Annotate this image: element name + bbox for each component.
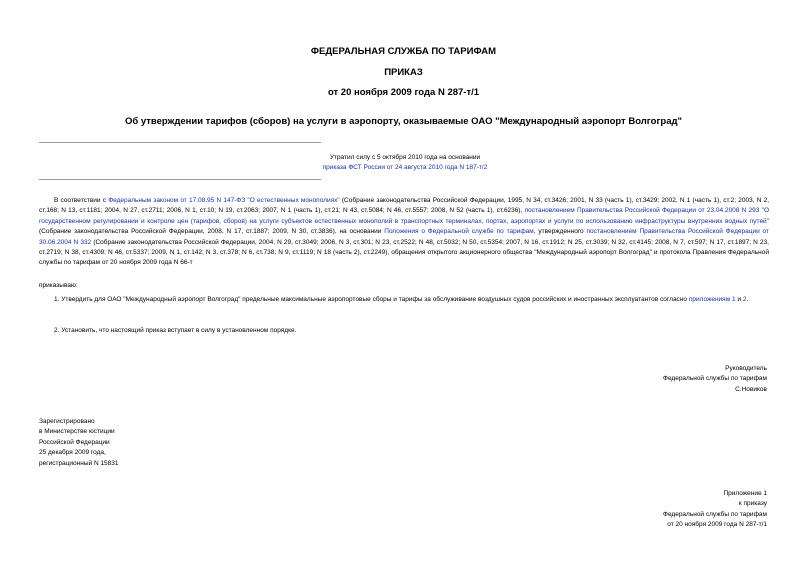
fst-regulation-link[interactable]: Положения о Федеральной службе по тарифам — [384, 228, 534, 236]
divider-top — [39, 142, 321, 143]
government-resolution-332-link[interactable]: постановлением Правительства Российской Федерации от 30.06.2004 N 332 — [39, 228, 769, 246]
item1-text-2: и — [735, 296, 743, 303]
government-resolution-293-link[interactable]: постановлением Правительства Российской Федерации от 23.04.2008 N 293 "О государственном регулировании и контроле цен (тарифов, сборов) на услуги субъектов естественных монополий в транспортных терминалах, портах, аэропортах и услуги по использованию инфраструктуры внутренних водных путей" — [39, 207, 769, 225]
registration-line-2: в Министерстве юстиции — [39, 428, 115, 436]
agency-heading: ФЕДЕРАЛЬНАЯ СЛУЖБА ПО ТАРИФАМ — [310, 46, 497, 57]
divider-bottom — [39, 179, 321, 180]
signature-position: Руководитель — [725, 365, 767, 372]
appendix-heading-block — [663, 489, 767, 531]
repeal-order-link[interactable]: приказа ФСТ России от 24 августа 2010 года N 187-т/2 — [322, 164, 488, 171]
doc-type-heading: ПРИКАЗ — [384, 67, 423, 78]
preamble-text-4: , утвержденного — [533, 228, 587, 236]
status-note-text: Утратил силу с 5 октября 2010 года на основании — [329, 154, 481, 161]
appendix-line-4: от 20 ноября 2009 года N 287-т/1 — [667, 521, 767, 529]
preamble-text-5: (Собрание законодательства Российской Федерации, 2004, N 29, ст.3049; 2006, N 3, ст.301; N 23, ст.2522; N 48, ст.5032; N 50, ст.5354; 2007, N 16, ст.1912; N 25, ст.3039; N 32, ст.4145; 2008, N 7, ст.597; N 17, ст.1897; N 23, ст.2719; N 38, ст.4309; N 46, ст.5337; 2009, N 1, ст.142; N 3, ст.378; N 6, ст.738; N 9, ст.1119; N 18 (часть 2), ст.2249), обращения открытого акционерного общества "Международный аэропорт Волгоград" и протокола Правления Федеральной службы по тарифам от 20 ноября 2009 года N 66-т — [39, 238, 769, 267]
appendix-2-link[interactable]: 2 — [742, 296, 747, 303]
appendix-1-link[interactable]: приложениям 1 — [688, 296, 736, 303]
appendix-line-3: Федеральной службы по тарифам — [663, 510, 767, 518]
item1-text-3: . — [746, 296, 749, 303]
signature-block — [663, 364, 767, 395]
doc-date-number: от 20 ноября 2009 года N 287-т/1 — [327, 87, 480, 98]
preamble-paragraph — [39, 196, 769, 269]
registration-line-4: 25 декабря 2009 года, — [39, 449, 106, 457]
signature-agency: Федеральной службы по тарифам — [663, 375, 767, 383]
order-item-2: 2. Установить, что настоящий приказ вступает в силу в установленном порядке. — [54, 327, 297, 334]
preamble-text-2: (Собрание законодательства Российской Федерации, 1995, N 34, ст.3426; 2001, N 33 (часть 1), ст.3429; 2002, N 1 (часть 1), ст.2; 2003, N 2, ст.168; N 13, ст.1181; 2004, N 27, ст.2711; 2006, N 1, ст.10; N 19, ст.2063; 2007, N 1 (часть 1), ст.21; N 43, ст.5084; N 46, ст.5557; 2008, N 52 (часть 1), ст.6236), — [39, 197, 770, 215]
item1-text-1: 1. Утвердить для ОАО "Международный аэропорт Волгоград" предельные максимальные аэропортовые сборы и тарифы за обслуживание воздушных судов российских и иностранных эксплуатантов согласно — [54, 296, 689, 303]
federal-law-link[interactable]: Федеральным законом от 17.08.95 N 147-ФЗ "О естественных монополиях" — [108, 197, 340, 204]
appendix-line-2: к приказу — [738, 500, 767, 508]
signature-name: С.Новиков — [735, 385, 767, 393]
appendix-line-1: Приложение 1 — [723, 490, 767, 497]
registration-line-5: регистрационный N 15831 — [39, 459, 119, 467]
registration-line-3: Российской Федерации — [39, 438, 110, 446]
registration-block — [39, 417, 119, 469]
order-item-1 — [39, 295, 769, 305]
order-word: приказываю: — [39, 282, 78, 289]
preamble-text-3: (Собрание законодательства Российской Федерации, 2008, N 17, ст.1887; 2009, N 30, ст.3836), на основании — [39, 228, 385, 236]
doc-title: Об утверждении тарифов (сборов) на услуги в аэропорту, оказываемые ОАО "Международный аэропорт Волгоград" — [124, 116, 683, 127]
registration-line-1: Зарегистрировано — [39, 418, 95, 425]
preamble-text-1: В соответствии с — [54, 197, 109, 204]
status-note — [300, 153, 510, 173]
